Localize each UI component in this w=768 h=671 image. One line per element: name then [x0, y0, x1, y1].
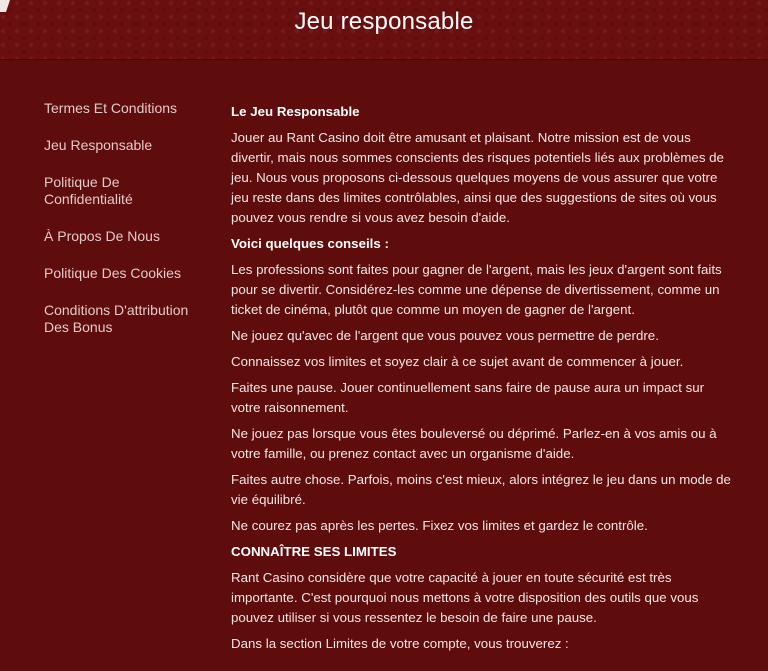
content-panel [0, 60, 768, 671]
tip-paragraph: Ne jouez pas lorsque vous êtes bouleversé ou déprimé. Parlez-en à vos amis ou à votre famille, ou prenez contact avec un organisme d'aide. [231, 426, 717, 461]
intro-paragraph: Jouer au Rant Casino doit être amusant et plaisant. Notre mission est de vous divertir, mais nous sommes conscients des risques potentiels liés aux problèmes de jeu. Nous vous proposons ci-dessous quelques moyens de vous assurer que votre jeu reste dans des limites contrôlables, ainsi que des suggestions de sites où vous pouvez vous rendre si vous avez besoin d'aide. [231, 130, 724, 225]
page-header [0, 0, 768, 60]
sidebar-item-cookie-policy[interactable]: Politique Des Cookies [44, 265, 181, 281]
tip-paragraph: Les professions sont faites pour gagner de l'argent, mais les jeux d'argent sont faits pour se divertir. Considérez-les comme une dépense de divertissement, comme un ticket de cinéma, plutôt que comme un moyen de gagner de l'argent. [231, 262, 722, 317]
sidebar-item-privacy-policy[interactable]: Politique De Confidentialité [44, 174, 133, 207]
tip-paragraph: Faites une pause. Jouer continuellement sans faire de pause aura un impact sur votre raisonnement. [231, 380, 705, 415]
sidebar-nav [44, 100, 204, 356]
article-title: Le Jeu Responsable [231, 104, 360, 119]
sidebar-item-about-us[interactable]: À Propos De Nous [44, 228, 160, 244]
tip-paragraph: Ne jouez qu'avec de l'argent que vous pouvez vous permettre de perdre. [231, 328, 659, 343]
sidebar-item-terms[interactable]: Termes Et Conditions [44, 100, 178, 116]
tips-heading: Voici quelques conseils : [231, 236, 389, 251]
limits-heading: CONNAÎTRE SES LIMITES [231, 544, 397, 559]
limits-section-paragraph: Dans la section Limites de votre compte, vous trouverez : [231, 636, 569, 651]
tip-paragraph: Faites autre chose. Parfois, moins c'est mieux, alors intégrez le jeu dans un mode de vie équilibré. [231, 472, 731, 507]
limits-paragraph: Rant Casino considère que votre capacité à jouer en toute sécurité est très importante. C'est pourquoi nous mettons à votre disposition des outils que vous pouvez utiliser si vous ressentez le besoin de faire une pause. [231, 570, 699, 625]
sidebar-item-bonus-terms[interactable]: Conditions D'attribution Des Bonus [44, 302, 189, 335]
sidebar-item-responsible-gaming[interactable]: Jeu Responsable [44, 137, 153, 153]
tip-paragraph: Connaissez vos limites et soyez clair à ce sujet avant de commencer à jouer. [231, 354, 684, 369]
tip-paragraph: Ne courez pas après les pertes. Fixez vos limites et gardez le contrôle. [231, 518, 648, 533]
article-content [231, 102, 731, 660]
page-title: Jeu responsable [294, 8, 474, 35]
